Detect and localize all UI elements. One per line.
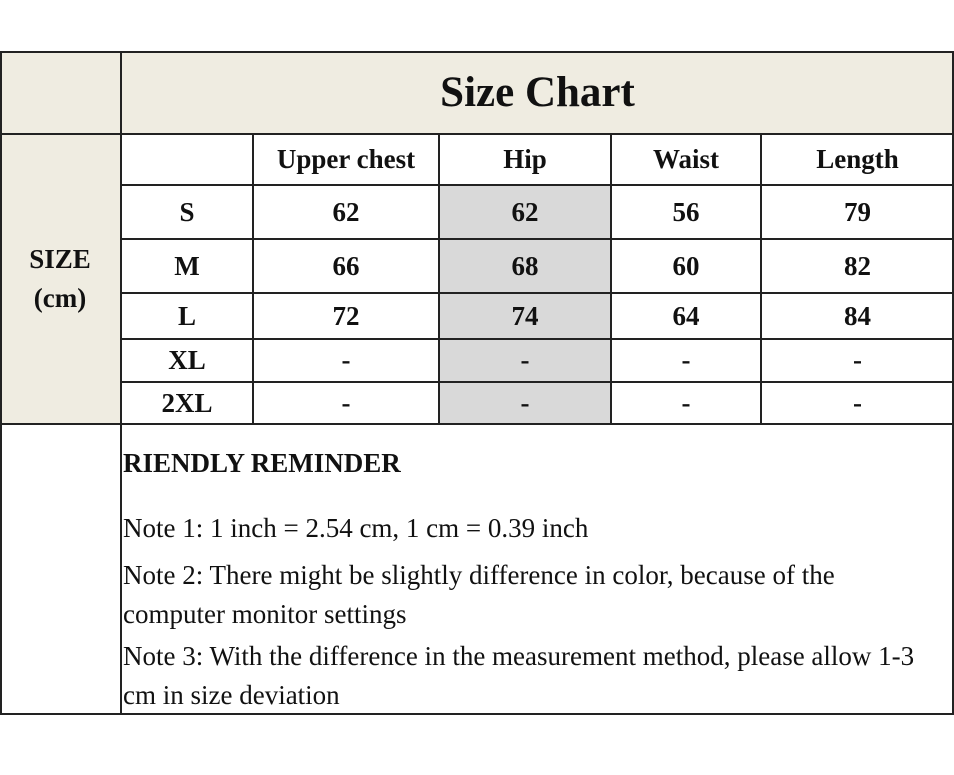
hip-cell: 68 xyxy=(511,250,539,281)
grid-line xyxy=(0,423,954,425)
waist-cell: 56 xyxy=(672,196,700,227)
upper-chest-cell: 66 xyxy=(332,250,360,281)
length-cell: 82 xyxy=(844,250,871,281)
hip-cell: - xyxy=(520,345,530,375)
hip-cell: 62 xyxy=(511,196,539,227)
corner-cell xyxy=(0,51,121,134)
size-cell: L xyxy=(177,300,196,331)
grid-line xyxy=(120,238,954,240)
size-cell: 2XL xyxy=(161,387,213,418)
size-cell: XL xyxy=(168,345,206,375)
waist-cell: - xyxy=(681,387,691,418)
size-label-line1: SIZE xyxy=(29,244,91,274)
upper-chest-cell: - xyxy=(341,345,351,375)
column-header-hip: Hip xyxy=(503,144,547,174)
note-3: Note 3: With the difference in the measurement method, please allow 1-3 cm in size deviation xyxy=(123,641,915,710)
note-1: Note 1: 1 inch = 2.54 cm, 1 cm = 0.39 inch xyxy=(123,513,589,543)
grid-line xyxy=(120,184,954,186)
waist-cell: 64 xyxy=(672,300,700,331)
upper-chest-cell: 72 xyxy=(332,300,360,331)
reminder-heading: RIENDLY REMINDER xyxy=(123,448,401,478)
grid-line xyxy=(0,51,954,53)
waist-cell: - xyxy=(681,345,691,375)
waist-cell: 60 xyxy=(672,250,700,281)
column-header-waist: Waist xyxy=(652,144,719,174)
grid-line xyxy=(0,133,954,135)
grid-line xyxy=(252,134,254,424)
upper-chest-cell: - xyxy=(341,387,351,418)
hip-cell: - xyxy=(520,387,530,418)
column-header-length: Length xyxy=(816,144,899,174)
size-chart-sheet xyxy=(0,51,954,715)
grid-line xyxy=(610,134,612,424)
grid-line xyxy=(120,51,122,715)
chart-title: Size Chart xyxy=(440,69,635,116)
size-cell: S xyxy=(179,196,195,227)
grid-line xyxy=(0,51,2,715)
upper-chest-cell: 62 xyxy=(332,196,360,227)
length-cell: - xyxy=(853,387,862,418)
column-header-upper-chest: Upper chest xyxy=(276,144,416,174)
length-cell: - xyxy=(853,345,862,375)
grid-line xyxy=(760,134,762,424)
hip-cell: 74 xyxy=(511,300,539,331)
grid-line xyxy=(120,381,954,383)
grid-line xyxy=(0,713,954,715)
grid-line xyxy=(120,338,954,340)
size-cell: M xyxy=(174,250,200,281)
grid-line xyxy=(438,134,440,424)
size-label-line2: (cm) xyxy=(33,283,87,313)
length-cell: 79 xyxy=(844,196,871,227)
size-unit-label xyxy=(0,134,120,424)
note-2: Note 2: There might be slightly difference in color, because of the computer monitor settings xyxy=(123,560,835,629)
length-cell: 84 xyxy=(844,300,871,331)
grid-line xyxy=(120,292,954,294)
